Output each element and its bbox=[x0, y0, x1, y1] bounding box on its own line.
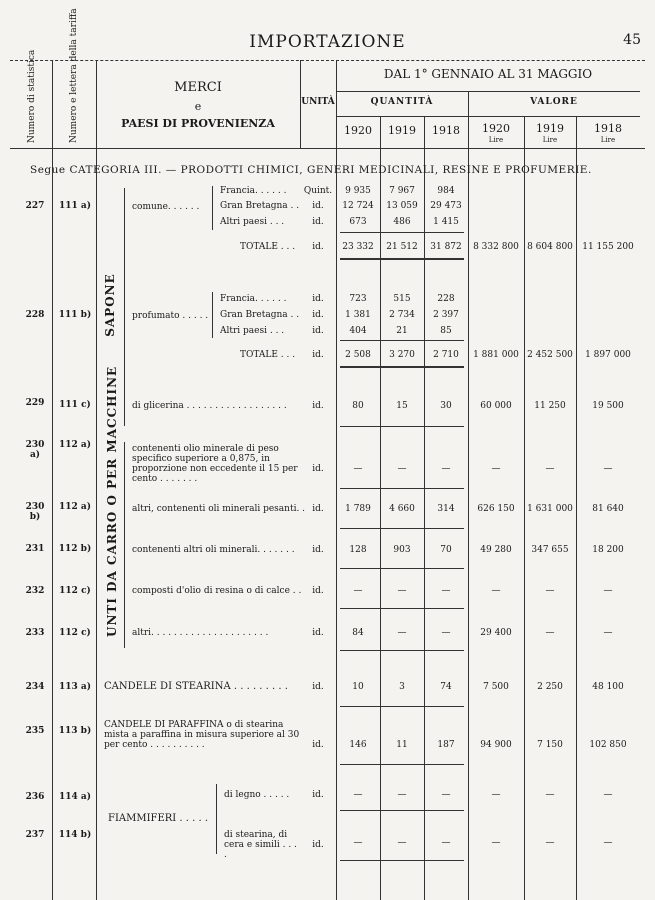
qty: 30 bbox=[440, 401, 452, 411]
value: 19 500 bbox=[592, 401, 624, 411]
country: Gran Bretagna . . bbox=[220, 310, 300, 320]
header-valore: VALORE bbox=[530, 97, 578, 107]
qty: 1 381 bbox=[345, 310, 371, 320]
value: 1 881 000 bbox=[473, 350, 519, 360]
qty: 21 bbox=[396, 326, 408, 336]
item-desc: CANDELE DI STEARINA . . . . . . . . . bbox=[104, 681, 288, 692]
stat-number: 233 bbox=[25, 628, 45, 638]
stat-number: 237 bbox=[25, 830, 45, 840]
qty: 723 bbox=[349, 294, 367, 304]
stat-number: 227 bbox=[25, 201, 45, 211]
item-desc: profumato . . . . . bbox=[132, 311, 209, 321]
stat-number: 228 bbox=[25, 310, 45, 320]
stat-number: 235 bbox=[25, 726, 45, 736]
qty: 70 bbox=[440, 545, 452, 555]
unit: id. bbox=[312, 586, 324, 596]
header-tariffa: Numero e lettera della tariffa bbox=[69, 8, 79, 143]
qty: 3 bbox=[399, 682, 405, 692]
country: Francia. . . . . . bbox=[220, 294, 287, 304]
value: 8 332 800 bbox=[473, 242, 519, 252]
tariff-number: 114 b) bbox=[58, 830, 92, 840]
col-rule bbox=[52, 60, 53, 900]
qty: 2 397 bbox=[433, 310, 459, 320]
qty: — bbox=[353, 838, 363, 848]
unit: id. bbox=[312, 201, 324, 211]
header-bottom-rule bbox=[10, 148, 645, 149]
qty: 146 bbox=[349, 740, 367, 750]
qty: 29 473 bbox=[430, 201, 462, 211]
tariff-number: 112 c) bbox=[59, 628, 91, 638]
qty-total: 2 508 bbox=[345, 350, 371, 360]
value: 48 100 bbox=[592, 682, 624, 692]
qty: — bbox=[441, 790, 451, 800]
item-desc: contenenti olio minerale di peso specifico superiore a 0,875, in proporzione non eccedente il 15 per cento . . . . . . . bbox=[132, 444, 298, 484]
header-unita: UNITÀ bbox=[301, 97, 335, 107]
year-q-1920: 1920 bbox=[344, 124, 372, 137]
value: — bbox=[603, 586, 613, 596]
tariff-number: 112 a) bbox=[58, 502, 91, 512]
col-rule bbox=[468, 91, 469, 900]
lire-1919: Lire bbox=[542, 136, 558, 144]
unit: id. bbox=[312, 682, 324, 692]
lire-1918: Lire bbox=[600, 136, 616, 144]
value: 7 150 bbox=[537, 740, 563, 750]
qty: — bbox=[397, 586, 407, 596]
period-rule bbox=[336, 91, 640, 92]
unit: id. bbox=[312, 740, 324, 750]
total-rule bbox=[340, 366, 464, 368]
row-rule bbox=[340, 860, 464, 861]
fiammiferi-label: FIAMMIFERI . . . . . bbox=[108, 813, 209, 824]
value: — bbox=[545, 464, 555, 474]
qty: 4 660 bbox=[389, 504, 415, 514]
country-bracket bbox=[212, 292, 213, 338]
value: — bbox=[491, 838, 501, 848]
header-quantita: QUANTITÀ bbox=[370, 97, 434, 107]
qty-total: 23 332 bbox=[342, 242, 374, 252]
qty: 228 bbox=[437, 294, 455, 304]
qty: — bbox=[397, 464, 407, 474]
qty: 11 bbox=[396, 740, 408, 750]
qty: — bbox=[353, 790, 363, 800]
item-desc: di glicerina . . . . . . . . . . . . . . . . . . bbox=[132, 401, 287, 411]
item-desc: CANDELE DI PARAFFINA o di stearina mista a paraffina in misura superiore al 30 per cento . . . . . . . . . . bbox=[104, 720, 300, 750]
page-title: IMPORTAZIONE bbox=[249, 32, 406, 52]
tariff-number: 112 b) bbox=[58, 544, 92, 554]
country-bracket bbox=[212, 186, 213, 230]
qty: 128 bbox=[349, 545, 367, 555]
unit: id. bbox=[312, 790, 324, 800]
tariff-number: 113 a) bbox=[58, 682, 91, 692]
qty: 13 059 bbox=[386, 201, 418, 211]
subtotal-rule bbox=[340, 340, 464, 341]
item-desc: composti d'olio di resina o di calce . . bbox=[132, 586, 302, 596]
sapone-bracket bbox=[124, 188, 125, 426]
header-merci: MERCI bbox=[174, 80, 222, 95]
row-rule bbox=[340, 706, 464, 707]
stat-number: 229 bbox=[25, 398, 45, 408]
country: Altri paesi . . . bbox=[220, 326, 285, 336]
value: — bbox=[603, 790, 613, 800]
stat-number: 230 a) bbox=[25, 440, 45, 460]
total-rule bbox=[340, 258, 464, 260]
value: — bbox=[545, 628, 555, 638]
lire-1920: Lire bbox=[488, 136, 504, 144]
value: 29 400 bbox=[480, 628, 512, 638]
qty: — bbox=[397, 628, 407, 638]
unit: id. bbox=[312, 464, 324, 474]
value: 2 250 bbox=[537, 682, 563, 692]
qty: 1 415 bbox=[433, 217, 459, 227]
row-rule bbox=[340, 764, 464, 765]
page-number: 45 bbox=[623, 32, 641, 48]
qty: 2 734 bbox=[389, 310, 415, 320]
unit: id. bbox=[312, 504, 324, 514]
unit: id. bbox=[312, 545, 324, 555]
value: 8 604 800 bbox=[527, 242, 573, 252]
subtotal-rule bbox=[340, 232, 464, 233]
top-rule bbox=[10, 60, 645, 61]
qty: 9 935 bbox=[345, 186, 371, 196]
item-desc: altri. . . . . . . . . . . . . . . . . . . . . bbox=[132, 628, 269, 638]
value: — bbox=[491, 464, 501, 474]
qty: 7 967 bbox=[389, 186, 415, 196]
value: — bbox=[603, 628, 613, 638]
value: — bbox=[545, 586, 555, 596]
qty: 314 bbox=[437, 504, 455, 514]
row-rule bbox=[340, 608, 464, 609]
qty: — bbox=[441, 586, 451, 596]
value: — bbox=[603, 464, 613, 474]
year-v-1919: 1919 bbox=[536, 122, 564, 135]
value: 102 850 bbox=[589, 740, 627, 750]
country: Gran Bretagna . . bbox=[220, 201, 300, 211]
item-desc: contenenti altri oli minerali. . . . . . . bbox=[132, 545, 295, 555]
unit: id. bbox=[312, 294, 324, 304]
value: 11 155 200 bbox=[582, 242, 634, 252]
unit: id. bbox=[312, 217, 324, 227]
value: 347 655 bbox=[531, 545, 569, 555]
stat-number: 236 bbox=[25, 792, 45, 802]
tariff-number: 111 b) bbox=[58, 310, 92, 320]
tariff-number: 111 c) bbox=[59, 400, 91, 410]
row-rule bbox=[340, 528, 464, 529]
unit: id. bbox=[312, 401, 324, 411]
qty: 486 bbox=[393, 217, 411, 227]
header-paesi: PAESI DI PROVENIENZA bbox=[121, 117, 275, 130]
qty: 12 724 bbox=[342, 201, 374, 211]
qty: 984 bbox=[437, 186, 455, 196]
value: 1 631 000 bbox=[527, 504, 573, 514]
value: — bbox=[545, 790, 555, 800]
tariff-number: 113 b) bbox=[58, 726, 92, 736]
qty: — bbox=[397, 838, 407, 848]
item-desc: comune. . . . . . bbox=[132, 202, 200, 212]
qty-total: 21 512 bbox=[386, 242, 418, 252]
qty: — bbox=[441, 628, 451, 638]
unit: id. bbox=[312, 840, 324, 850]
unti-bracket bbox=[124, 442, 125, 648]
qty: 673 bbox=[349, 217, 367, 227]
value: — bbox=[603, 838, 613, 848]
value: 7 500 bbox=[483, 682, 509, 692]
unit: id. bbox=[312, 628, 324, 638]
value: 626 150 bbox=[477, 504, 515, 514]
stat-number: 231 bbox=[25, 544, 45, 554]
value: 11 250 bbox=[534, 401, 566, 411]
value: 2 452 500 bbox=[527, 350, 573, 360]
unit: id. bbox=[312, 310, 324, 320]
qty: — bbox=[397, 790, 407, 800]
qty: 1 789 bbox=[345, 504, 371, 514]
item-desc: di legno . . . . . bbox=[224, 790, 290, 800]
qty: 404 bbox=[349, 326, 367, 336]
col-rule bbox=[96, 60, 97, 900]
value: 81 640 bbox=[592, 504, 624, 514]
subheader-rule bbox=[336, 116, 640, 117]
year-q-1918: 1918 bbox=[432, 124, 460, 137]
stat-number: 234 bbox=[25, 682, 45, 692]
qty: — bbox=[353, 586, 363, 596]
value: 60 000 bbox=[480, 401, 512, 411]
total-label: TOTALE . . . bbox=[240, 350, 296, 360]
tariff-number: 114 a) bbox=[58, 792, 91, 802]
value: 1 897 000 bbox=[585, 350, 631, 360]
value: 49 280 bbox=[480, 545, 512, 555]
stat-number: 230 b) bbox=[25, 502, 45, 522]
stat-number: 232 bbox=[25, 586, 45, 596]
item-desc: altri, contenenti oli minerali pesanti. . bbox=[132, 504, 306, 514]
row-rule bbox=[340, 488, 464, 489]
value: — bbox=[491, 790, 501, 800]
qty: 903 bbox=[393, 545, 411, 555]
qty-total: 3 270 bbox=[389, 350, 415, 360]
qty: 187 bbox=[437, 740, 455, 750]
group-sapone: SAPONE bbox=[103, 273, 117, 337]
year-v-1920: 1920 bbox=[482, 122, 510, 135]
value: 18 200 bbox=[592, 545, 624, 555]
header-period: DAL 1° GENNAIO AL 31 MAGGIO bbox=[383, 67, 593, 81]
item-desc: di stearina, di cera e simili . . . . bbox=[224, 830, 297, 860]
tariff-number: 111 a) bbox=[58, 201, 91, 211]
unit: id. bbox=[312, 350, 324, 360]
header-e: e bbox=[194, 100, 202, 113]
year-q-1919: 1919 bbox=[388, 124, 416, 137]
qty: — bbox=[441, 838, 451, 848]
qty-total: 31 872 bbox=[430, 242, 462, 252]
qty: 80 bbox=[352, 401, 364, 411]
qty: 85 bbox=[440, 326, 452, 336]
qty-total: 2 710 bbox=[433, 350, 459, 360]
value: — bbox=[545, 838, 555, 848]
qty: 515 bbox=[393, 294, 411, 304]
year-v-1918: 1918 bbox=[594, 122, 622, 135]
fiammiferi-bracket bbox=[216, 784, 217, 854]
value: — bbox=[491, 586, 501, 596]
header-statistica: Numero di statistica bbox=[27, 49, 37, 143]
qty: — bbox=[441, 464, 451, 474]
unit: id. bbox=[312, 242, 324, 252]
qty: 10 bbox=[352, 682, 364, 692]
category-heading: Segue CATEGORIA III. — PRODOTTI CHIMICI, GENERI MEDICINALI, RESINE E PROFUMERIE. bbox=[30, 164, 592, 176]
total-label: TOTALE . . . bbox=[240, 242, 296, 252]
row-rule bbox=[340, 650, 464, 651]
row-rule bbox=[340, 568, 464, 569]
unit: id. bbox=[312, 326, 324, 336]
qty: 15 bbox=[396, 401, 408, 411]
tariff-number: 112 c) bbox=[59, 586, 91, 596]
country: Francia. . . . . . bbox=[220, 186, 287, 196]
row-rule bbox=[340, 810, 464, 811]
country: Altri paesi . . . bbox=[220, 217, 285, 227]
unit: Quint. bbox=[303, 186, 333, 196]
row-rule bbox=[340, 426, 464, 427]
group-unti: UNTI DA CARRO O PER MACCHINE bbox=[105, 365, 119, 637]
qty: — bbox=[353, 464, 363, 474]
qty: 74 bbox=[440, 682, 452, 692]
tariff-number: 112 a) bbox=[58, 440, 91, 450]
qty: 84 bbox=[352, 628, 364, 638]
value: 94 900 bbox=[480, 740, 512, 750]
